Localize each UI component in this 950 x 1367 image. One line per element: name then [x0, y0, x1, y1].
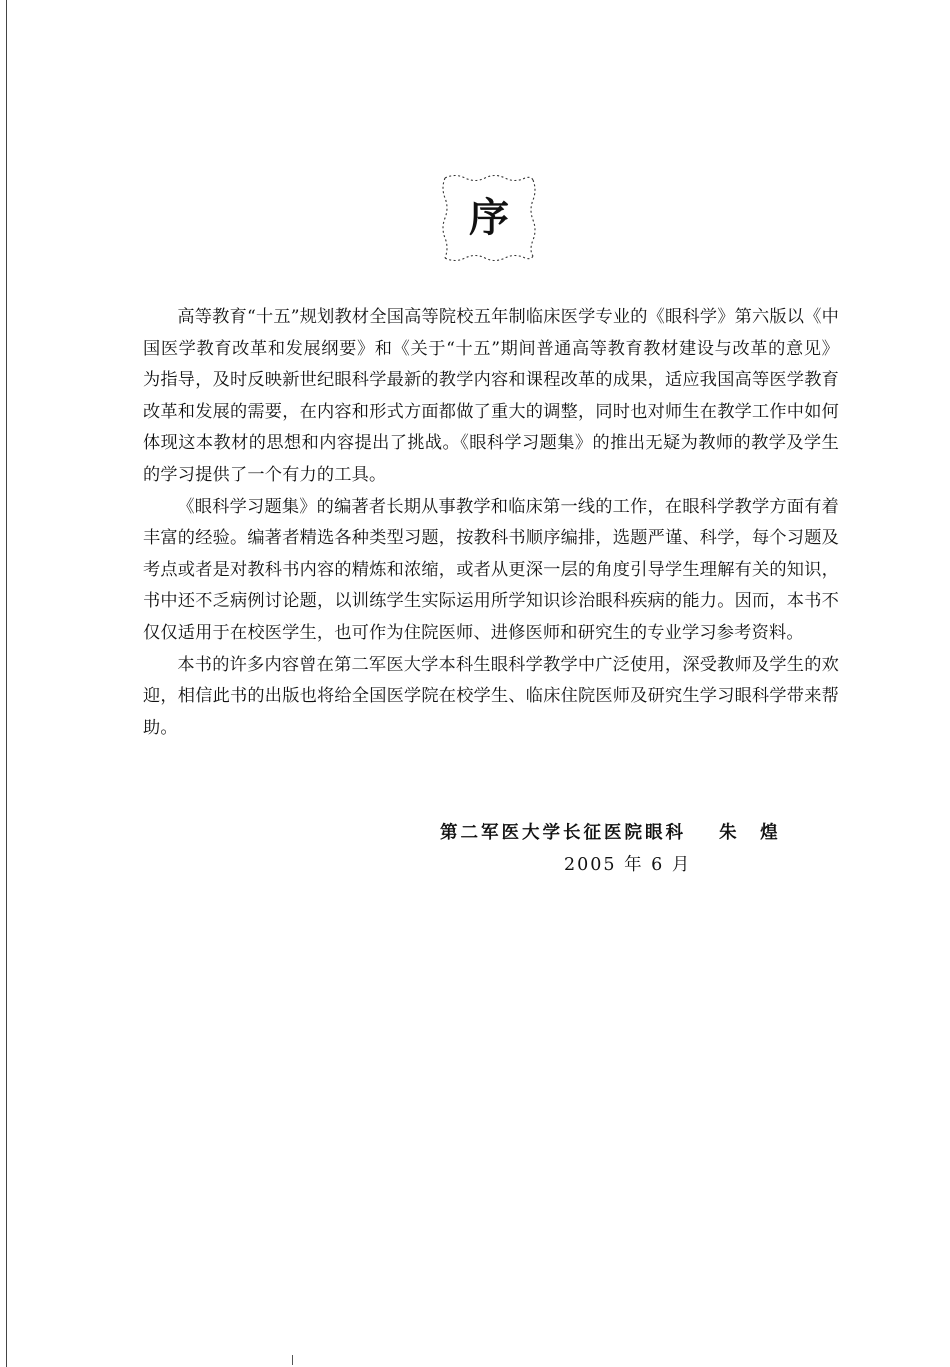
- paragraph-2: 《眼科学习题集》的编著者长期从事教学和临床第一线的工作，在眼科学教学方面有着丰富的经验。编著者精选各种类型习题，按教科书顺序编排，选题严谨、科学，每个习题及考点或者是对教科书内容的精炼和浓缩，或者从更深一层的角度引导学生理解有关的知识，书中还不乏病例讨论题，以训练学生实际运用所学知识诊治眼科疾病的能力。因而，本书不仅仅适用于在校医学生，也可作为住院医师、进修医师和研究生的专业学习参考资料。: [143, 496, 839, 643]
- paragraph-3: 本书的许多内容曾在第二军医大学本科生眼科学教学中广泛使用，深受教师及学生的欢迎，相信此书的出版也将给全国医学院在校学生、临床住院医师及研究生学习眼科学带来帮助。: [143, 654, 839, 738]
- page-title: 序: [469, 195, 509, 241]
- paragraph-1: 高等教育“十五”规划教材全国高等院校五年制临床医学专业的《眼科学》第六版以《中国医学教育改革和发展纲要》和《关于“十五”期间普通高等教育教材建设与改革的意见》为指导，及时反映新世纪眼科学最新的教学内容和课程改革的成果，适应我国高等医学教育改革和发展的需要，在内容和形式方面都做了重大的调整，同时也对师生在教学工作中如何体现这本教材的思想和内容提出了挑战。《眼科学习题集》的推出无疑为教师的教学及学生的学习提供了一个有力的工具。: [143, 307, 839, 485]
- title-ornament-frame: [439, 170, 539, 266]
- signature-author: 朱 煌: [719, 823, 781, 843]
- signature-date: 2005 年 6 月: [564, 855, 692, 875]
- signature-line: [440, 818, 840, 848]
- preface-body: [143, 302, 839, 744]
- bottom-scan-mark: [292, 1355, 293, 1365]
- page-left-border: [6, 0, 7, 1367]
- signature-affiliation: 第二军医大学长征医院眼科: [440, 823, 686, 843]
